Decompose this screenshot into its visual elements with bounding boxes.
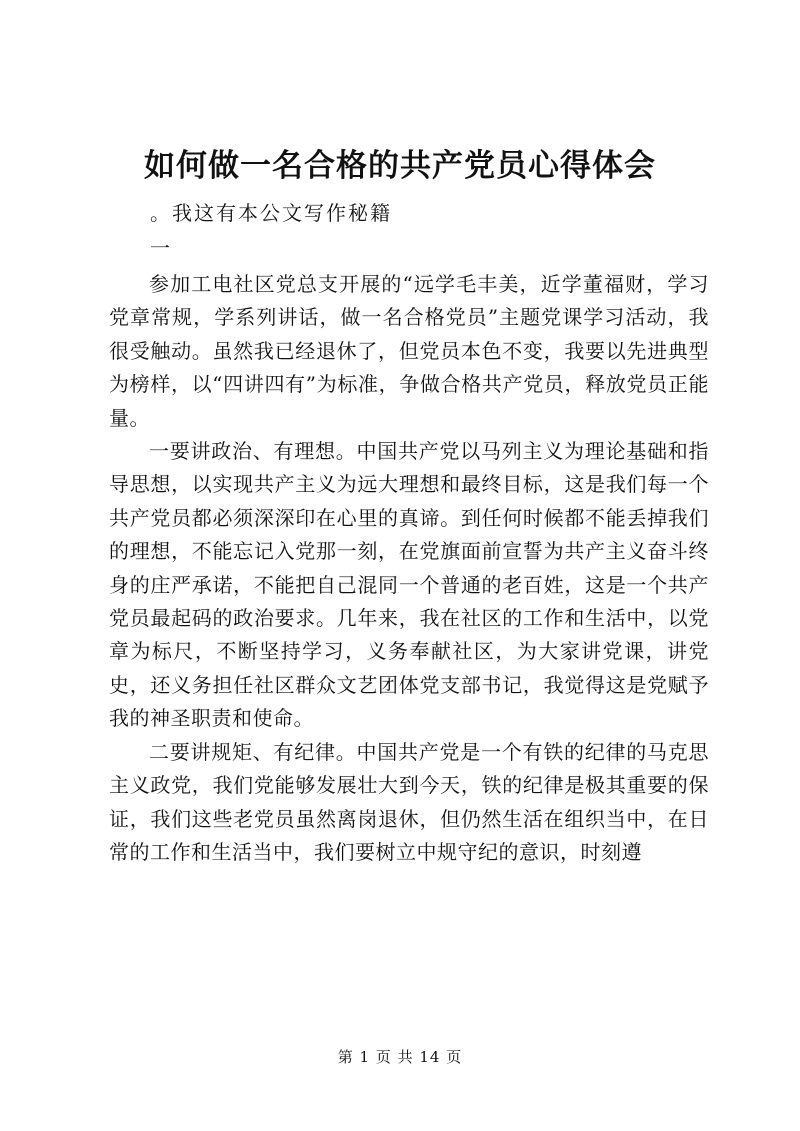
paragraph: 二要讲规矩、有纪律。中国共产党是一个有铁的纪律的马克思主义政党，我们党能够发展壮大到今天，铁的纪律是极其重要的保证，我们这些老党员虽然离岗退休，但仍然生活在组织当中，在日常的工作和生活当中，我们要树立中规守纪的意识，时刻遵 [109, 739, 709, 864]
intro-line: 一 [150, 236, 172, 260]
intro-line: 。我这有本公文写作秘籍 [150, 201, 392, 225]
paragraph: 一要讲政治、有理想。中国共产党以马列主义为理论基础和指导思想，以实现共产主义为远大理想和最终目标，这是我们每一个共产党员都必须深深印在心里的真谛。到任何时候都不能丢掉我们的理想，不能忘记入党那一刻，在党旗面前宣誓为共产主义奋斗终身的庄严承诺，不能把自己混同一个普通的老百姓，这是一个共产党员最起码的政治要求。几年来，我在社区的工作和生活中，以党章为标尺，不断坚持学习，义务奉献社区，为大家讲党课，讲党史，还义务担任社区群众文艺团体党支部书记，我觉得这是党赋予我的神圣职责和使命。 [109, 439, 709, 731]
document-title: 如何做一名合格的共产党员心得体会 [144, 148, 656, 184]
paragraph: 参加工电社区党总支开展的“远学毛丰美，近学董福财，学习党章常规，学系列讲话，做一名合格党员”主题党课学习活动，我很受触动。虽然我已经退休了，但党员本色不变，我要以先进典型为榜样，以“四讲四有”为标准，争做合格共产党员，释放党员正能量。 [109, 272, 709, 430]
page-number-footer: 第 1 页 共 14 页 [337, 1048, 463, 1066]
document-body [109, 268, 709, 869]
